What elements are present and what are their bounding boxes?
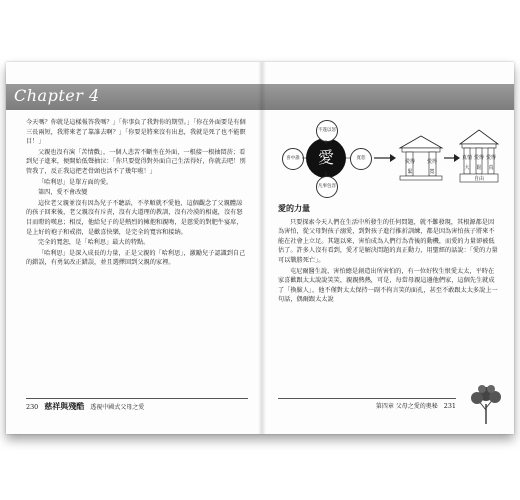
paragraph: 今天嗎？你就是這樣報答我嗎？」「你事負了我對你的期望。」「你在外面要是有個三長兩短，我將來老了靠誰去啊？」「你要是將來沒有出息，我就是死了也不能瞑目！」	[26, 119, 246, 146]
love-circle: 寬恕	[350, 148, 372, 170]
chapter-section-title: 第四章 父母之愛的奧秘	[375, 403, 438, 410]
temple-pillar-label: 愛得鬆	[474, 155, 485, 171]
right-page	[278, 118, 500, 306]
left-page	[26, 118, 248, 269]
tree-icon	[468, 384, 504, 424]
left-footer	[26, 398, 248, 412]
love-diagram	[278, 118, 500, 200]
love-circle: 不遂以怒	[316, 120, 338, 142]
paragraph: 完全的寬恕，是「哈利思」最大的特點。	[38, 239, 150, 247]
paragraph: 屯尼爾醫生說，害怕總是創造出所害怕的，有一位好牧生恨愛太太，平時在家喜歡跟太太說說笑笑，親親熱熱，可是，每當母親這邊他們家，這個先生就成了「換臉人」，他不僅對太太保持一副不拘言笑的面孔，甚至不敢跟太太多說上一句話，偶爾跟太太說	[278, 267, 498, 304]
right-footer	[278, 398, 456, 410]
book-title: 慈祥與殘酷	[44, 401, 85, 411]
book-gutter	[258, 62, 266, 434]
temple-pillar-label: 真情大	[462, 155, 473, 171]
temple-pillar-label: 愛得緊	[404, 159, 415, 175]
paragraph: 只要探索今天人們在生活中所發生的任何問題，就不難發現，其根源都是因為害怕，從父母對孩子溺愛，到對孩子進行推折訓練，都是因為害怕孩子將來不能在社會上立足。其題以來，害怕成為人們行為背後的動機，而愛的力量卻被低估了。許多人沒有看到，愛才是解決問題的真正動力，用聖經的話說：「愛的力量可以戰勝死亡」。	[278, 218, 498, 264]
love-circle: 凡事包容	[316, 176, 338, 198]
temple-pillar-label: 愛得真	[486, 155, 497, 171]
love-circle: 喜中誰	[282, 148, 304, 170]
book-subtitle: 透視中國式父母之愛	[90, 404, 145, 411]
love-center: 愛	[306, 138, 346, 178]
temple-pillar-label: 愛得寬	[426, 159, 437, 175]
section-heading: 愛的力量	[278, 203, 310, 213]
temple-base-label: 自由	[473, 176, 484, 182]
paragraph: 「哈利思」是單方面的愛。	[38, 178, 113, 186]
page-number-left: 230	[26, 402, 39, 411]
chapter-title: Chapter 4	[14, 86, 100, 105]
section-subheading: 第四，愛不會改變	[38, 189, 88, 197]
page-number-right: 231	[443, 401, 456, 410]
paragraph: 「哈利思」是深入成長的力量，正是父親的「哈利思」，激勵兒子認識到自己的錯誤，有勇氣改正錯誤，並且選擇回到父親的家裡。	[26, 249, 246, 267]
paragraph: 這位老父親並沒有因為兒子不聽話，不孝順就不愛他，這個觀念了父親體諒的孩子回來後，老父親沒有斥責，沒有大道理的教訓，沒有冷漠的相處，沒有怒目而瞪的嘆息；相反，他給兒子的是熱烈的擁抱和親吻，是慈愛的對肥牛宴席，是上好的袍子和戒指，是歡喜快樂，是完全的寬容和接納。	[26, 199, 243, 236]
paragraph: 父親也沒有演「苦情戲」，一個人悲苦不斷坐在外面，一根接一根抽悶菸；看到兒子進來，便開始低聲抽泣：「你只要覺得對外面自己生活得好，你就去吧！別管我了，反正我這把老骨頭也活不了幾年啦！」	[26, 148, 246, 175]
open-book	[6, 62, 514, 434]
